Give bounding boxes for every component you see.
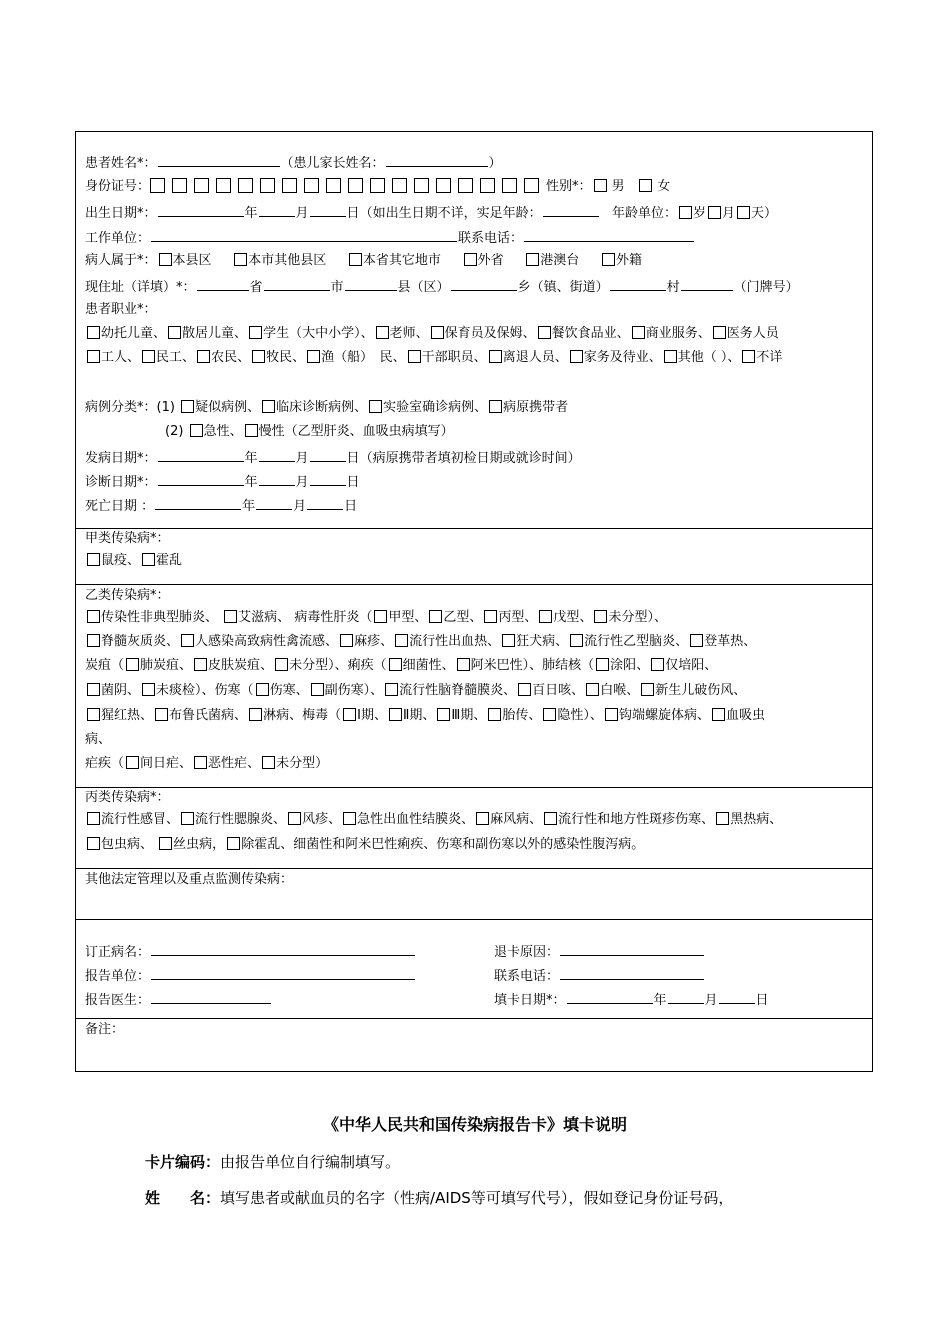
- occupation-row-2: 工人、 民工、 农民、 牧民、 渔（船） 民、 干部职员、 离退人员、 家务及待业、 其他（ ）、 不详: [85, 349, 782, 367]
- work-unit-field[interactable]: [151, 228, 457, 242]
- patient-name-row: 患者姓名*： （患儿家长姓名： ）: [85, 153, 502, 171]
- id-digit-box[interactable]: [304, 178, 319, 193]
- option-checkbox[interactable]: [713, 326, 726, 339]
- option-checkbox[interactable]: [262, 756, 275, 769]
- id-digit-box[interactable]: [392, 178, 407, 193]
- option-checkbox[interactable]: [311, 683, 324, 696]
- option-label: 流行性腮腺炎: [195, 812, 274, 827]
- option-checkbox[interactable]: [245, 424, 258, 437]
- option-checkbox[interactable]: [343, 708, 356, 721]
- id-digit-box[interactable]: [370, 178, 385, 193]
- option-checkbox[interactable]: [181, 812, 194, 825]
- card-code-instruction: 卡片编码：由报告单位自行编制填写。: [145, 1153, 401, 1171]
- option-label: 人感染高致病性禽流感: [195, 634, 326, 649]
- option-label: 流行性乙型脑炎: [584, 634, 676, 649]
- option-label: Ⅰ期: [357, 708, 374, 723]
- county-field[interactable]: [345, 277, 397, 291]
- option-checkbox[interactable]: [87, 683, 100, 696]
- option-label: 皮肤炭疽: [208, 658, 261, 673]
- belong-label: 病人属于*：: [85, 253, 157, 268]
- option-checkbox[interactable]: [87, 553, 100, 566]
- option-label: 牧民: [266, 350, 293, 365]
- option-label: 未分型: [289, 658, 329, 673]
- option-label: 胎传: [502, 708, 529, 723]
- option-checkbox[interactable]: [194, 658, 207, 671]
- option-checkbox[interactable]: [489, 400, 502, 413]
- option-checkbox[interactable]: [262, 400, 275, 413]
- birth-date-label: 出生日期*：: [85, 206, 157, 221]
- option-checkbox[interactable]: [586, 683, 599, 696]
- option-checkbox[interactable]: [570, 634, 583, 647]
- option-label: 实验室确诊病例: [383, 400, 475, 415]
- remarks-label: 备注：: [85, 1022, 125, 1037]
- option-checkbox[interactable]: [632, 326, 645, 339]
- option-label: 病原携带者: [503, 400, 569, 415]
- option-checkbox[interactable]: [159, 837, 172, 850]
- phone-field[interactable]: [524, 228, 694, 242]
- option-label: 流行性感冒: [101, 812, 167, 827]
- patient-name-label: 患者姓名*：: [85, 156, 157, 171]
- option-checkbox[interactable]: [168, 326, 181, 339]
- option-label: Ⅱ期: [402, 708, 423, 723]
- case-class-row-2: (2) 急性、 慢性（乙型肝炎、血吸虫病填写）: [165, 424, 454, 439]
- patient-name-field[interactable]: [158, 153, 280, 167]
- option-label: 细菌性: [402, 658, 442, 673]
- other-diseases-label: 其他法定管理以及重点监测传染病：: [85, 872, 294, 887]
- class-c-label: 丙类传染病*：: [85, 790, 170, 805]
- option-label: 副伤寒: [324, 683, 364, 698]
- class-b-row-5: 猩红热、 布鲁氏菌病、 淋病、梅毒（ Ⅰ期、 Ⅱ期、 Ⅲ期、 胎传、 隐性）、 钩端螺旋体病、 血吸虫: [85, 707, 765, 725]
- option-checkbox[interactable]: [389, 708, 402, 721]
- id-digit-box[interactable]: [238, 178, 253, 193]
- option-checkbox[interactable]: [605, 708, 618, 721]
- name-instruction-label: 姓 名：: [145, 1189, 221, 1207]
- option-checkbox[interactable]: [126, 756, 139, 769]
- option-label: 恶性疟: [208, 756, 248, 771]
- class-c-section: [76, 788, 872, 869]
- option-label: 离退人员: [502, 350, 555, 365]
- remarks-section: [76, 1019, 872, 1071]
- report-unit-label: 报告单位：: [85, 969, 151, 984]
- option-label: 流行性和地方性斑疹伤寒: [558, 812, 702, 827]
- id-digit-box[interactable]: [458, 178, 473, 193]
- village-field[interactable]: [610, 277, 666, 291]
- case-class-label: 病例分类*：: [85, 400, 157, 415]
- city-field[interactable]: [264, 277, 330, 291]
- work-unit-label: 工作单位：: [85, 231, 151, 246]
- option-label: 百日咳: [532, 683, 572, 698]
- id-number-boxes[interactable]: [150, 179, 546, 194]
- option-checkbox[interactable]: [431, 326, 444, 339]
- id-digit-box[interactable]: [150, 178, 165, 193]
- class-b-row-7: 疟疾（ 间日疟、 恶性疟、 未分型）: [85, 756, 329, 771]
- death-year-field[interactable]: [155, 496, 241, 510]
- town-field[interactable]: [451, 277, 517, 291]
- card-code-label: 卡片编码：: [145, 1153, 221, 1171]
- instructions-title: 《中华人民共和国传染病报告卡》填卡说明: [322, 1115, 627, 1134]
- id-digit-box[interactable]: [480, 178, 495, 193]
- option-checkbox[interactable]: [155, 708, 168, 721]
- option-label: 不详: [756, 350, 783, 365]
- option-label: 新生儿破伤风: [655, 683, 734, 698]
- option-checkbox[interactable]: [256, 683, 269, 696]
- option-checkbox[interactable]: [181, 634, 194, 647]
- option-checkbox[interactable]: [385, 683, 398, 696]
- option-checkbox[interactable]: [142, 350, 155, 363]
- option-label: 菌阴: [101, 683, 128, 698]
- option-label: 伤寒: [269, 683, 296, 698]
- address-row: 现住址（详填）*： 省 市 县（区） 乡（镇、街道） 村 （门牌号）: [85, 277, 799, 295]
- case-class-options-2: 急性、 慢性: [188, 424, 285, 439]
- option-label: 登革热: [704, 634, 744, 649]
- option-checkbox[interactable]: [570, 350, 583, 363]
- option-checkbox[interactable]: [249, 708, 262, 721]
- option-label: 隐性: [557, 708, 584, 723]
- birth-row: 出生日期*： 年 月 日（如出生日期不详，实足年龄： 年龄单位： 岁 月 天）: [85, 203, 777, 221]
- option-checkbox[interactable]: [87, 634, 100, 647]
- class-a-label: 甲类传染病*：: [85, 531, 170, 546]
- option-label: 猩红热: [101, 708, 141, 723]
- class-a-options: 鼠疫、 霍乱: [85, 552, 182, 570]
- case-class-options-1: 疑似病例、 临床诊断病例、 实验室确诊病例、 病原携带者: [179, 400, 568, 415]
- option-label: 未分型: [608, 610, 648, 625]
- option-checkbox[interactable]: [539, 610, 552, 623]
- onset-date-row: 发病日期*： 年 月 日（病原携带者填初检日期或就诊时间）: [85, 448, 581, 466]
- house-number-field[interactable]: [681, 277, 733, 291]
- class-b-section: 乙类传染病*： 传染性非典型肺炎、 艾滋病、 病毒性肝炎（ 甲型、 乙型、 丙型、 戊型、 未分型）、 脊髓灰质炎、 人感染高致病性禽流感、 麻疹、 流行性出血热、 狂犬病、 流行性乙型脑炎、 登革热、 炭疽（ 肺炭疽、 皮肤炭疽、 未分型）、痢疾（ 细菌性、 阿米巴性）、肺结核（ 涂阳、 仅培阳、 菌阴、 未痰检）、伤寒（ 伤寒、 副伤寒）、 流行性脑脊髓膜炎、 百日咳、 白喉、 新生儿破伤风、 猩红热、 布鲁氏菌病、 淋病、梅毒（ Ⅰ期、 Ⅱ期、 Ⅲ期、 胎传、 隐性）、 钩端螺旋体病、 血吸虫 病、 疟疾（ 间日疟、 恶性疟、 未分型）: [76, 585, 872, 788]
- option-checkbox[interactable]: [594, 610, 607, 623]
- diag-day-field[interactable]: [310, 472, 346, 486]
- option-checkbox[interactable]: [484, 610, 497, 623]
- id-digit-box[interactable]: [326, 178, 341, 193]
- option-checkbox[interactable]: [87, 610, 100, 623]
- option-label: 麻风病: [490, 812, 530, 827]
- option-checkbox[interactable]: [742, 350, 755, 363]
- option-label: 农民: [211, 350, 238, 365]
- option-label: 慢性: [258, 424, 285, 439]
- option-checkbox[interactable]: [489, 350, 502, 363]
- report-section: [76, 920, 872, 1019]
- option-label: 戊型: [553, 610, 580, 625]
- option-label: 黑热病: [730, 812, 770, 827]
- option-label: 霍乱: [156, 553, 183, 568]
- option-label: 白喉: [600, 683, 627, 698]
- corrected-name-row: [85, 942, 416, 960]
- fill-year-field[interactable]: [567, 990, 653, 1004]
- option-checkbox[interactable]: [252, 350, 265, 363]
- option-checkbox[interactable]: [476, 812, 489, 825]
- report-doctor-field[interactable]: [151, 990, 271, 1004]
- option-checkbox[interactable]: [275, 658, 288, 671]
- option-label: 肺炭疽: [140, 658, 180, 673]
- option-label: 渔（船） 民: [321, 350, 393, 365]
- parent-name-label: （患儿家长姓名：: [280, 156, 385, 171]
- option-label: 散居儿童: [182, 326, 235, 341]
- option-checkbox[interactable]: [641, 683, 654, 696]
- option-label: 餐饮食品业: [551, 326, 617, 341]
- return-reason-row: [494, 942, 705, 960]
- option-checkbox[interactable]: [340, 634, 353, 647]
- option-label: 商业服务: [645, 326, 698, 341]
- option-checkbox[interactable]: [307, 350, 320, 363]
- name-instruction: 姓 名：填写患者或献血员的名字（性病/AIDS等可填写代号），假如登记身份证号码，: [145, 1189, 734, 1207]
- option-checkbox[interactable]: [142, 553, 155, 566]
- option-checkbox[interactable]: [376, 326, 389, 339]
- option-label: 甲型: [388, 610, 415, 625]
- fill-date-row: 填卡日期*： 年 月 日: [494, 990, 769, 1008]
- option-checkbox[interactable]: [395, 634, 408, 647]
- report-phone-row: [494, 966, 705, 984]
- option-label: 幼托儿童: [101, 326, 154, 341]
- work-row: [85, 228, 695, 246]
- option-label: 麻疹: [354, 634, 381, 649]
- id-digit-box[interactable]: [502, 178, 517, 193]
- option-label: 急性出血性结膜炎: [357, 812, 462, 827]
- option-checkbox[interactable]: [488, 708, 501, 721]
- option-label: 丙型: [498, 610, 525, 625]
- option-label: 疑似病例: [195, 400, 248, 415]
- belong-checkbox[interactable]: [349, 253, 362, 266]
- class-b-label: 乙类传染病*：: [85, 588, 170, 603]
- option-checkbox[interactable]: [538, 326, 551, 339]
- id-digit-box[interactable]: [282, 178, 297, 193]
- option-checkbox[interactable]: [408, 350, 421, 363]
- onset-month-field[interactable]: [259, 448, 295, 462]
- id-digit-box[interactable]: [194, 178, 209, 193]
- phone-label: 联系电话：: [458, 231, 524, 246]
- option-checkbox[interactable]: [457, 658, 470, 671]
- id-digit-box[interactable]: [436, 178, 451, 193]
- option-checkbox[interactable]: [690, 634, 703, 647]
- option-checkbox[interactable]: [224, 610, 237, 623]
- option-checkbox[interactable]: [518, 683, 531, 696]
- option-label: 干部职员: [421, 350, 474, 365]
- option-label: 风疹: [302, 812, 329, 827]
- option-checkbox[interactable]: [87, 812, 100, 825]
- option-checkbox[interactable]: [142, 683, 155, 696]
- belong-checkbox[interactable]: [602, 253, 615, 266]
- fill-month-field[interactable]: [668, 990, 704, 1004]
- option-label: 阿米巴性: [470, 658, 523, 673]
- option-label: 血吸虫: [725, 708, 765, 723]
- option-checkbox[interactable]: [596, 658, 609, 671]
- class-b-row-2: 脊髓灰质炎、 人感染高致病性禽流感、 麻疹、 流行性出血热、 狂犬病、 流行性乙型脑炎、 登革热、: [85, 633, 756, 651]
- class-b-row-1: 传染性非典型肺炎、 艾滋病、 病毒性肝炎（ 甲型、 乙型、 丙型、 戊型、 未分型）、: [85, 609, 667, 627]
- option-label: 乙型: [443, 610, 470, 625]
- option-label: Ⅲ期: [451, 708, 474, 723]
- option-label: 医务人员: [726, 326, 779, 341]
- option-label: 钩端螺旋体病: [618, 708, 697, 723]
- class-b-row-4: 菌阴、 未痰检）、伤寒（ 伤寒、 副伤寒）、 流行性脑脊髓膜炎、 百日咳、 白喉、 新生儿破伤风、: [85, 682, 746, 700]
- option-label: 淋病: [263, 708, 290, 723]
- id-digit-box[interactable]: [216, 178, 231, 193]
- id-digit-box[interactable]: [172, 178, 187, 193]
- report-doctor-row: [85, 990, 272, 1008]
- id-digit-box[interactable]: [348, 178, 363, 193]
- report-phone-label: 联系电话：: [494, 969, 560, 984]
- option-checkbox[interactable]: [288, 812, 301, 825]
- diagnosis-date-row: 诊断日期*： 年 月 日: [85, 472, 360, 490]
- belong-checkbox[interactable]: [234, 253, 247, 266]
- option-checkbox[interactable]: [664, 350, 677, 363]
- class-a-section: [76, 529, 872, 585]
- occupation-row-1: 幼托儿童、 散居儿童、 学生（大中小学）、 老师、 保育员及保姆、 餐饮食品业、 商业服务、 医务人员: [85, 325, 779, 343]
- sex-label: 性别*：: [546, 179, 592, 194]
- option-checkbox[interactable]: [502, 634, 515, 647]
- diagnosis-date-label: 诊断日期*：: [85, 475, 157, 490]
- option-label: 流行性脑脊髓膜炎: [399, 683, 504, 698]
- option-label: 民工: [156, 350, 183, 365]
- option-checkbox[interactable]: [87, 708, 100, 721]
- death-day-field[interactable]: [307, 496, 343, 510]
- option-checkbox[interactable]: [343, 812, 356, 825]
- belong-row: [85, 252, 663, 270]
- belong-options: 本县区 本市其他县区 本省其它地市 外省 港澳台 外籍: [157, 253, 663, 268]
- patient-info-section: [76, 132, 872, 529]
- option-label: 临床诊断病例: [276, 400, 355, 415]
- diag-year-field[interactable]: [158, 472, 244, 486]
- option-checkbox[interactable]: [126, 658, 139, 671]
- report-phone-field[interactable]: [560, 966, 704, 980]
- option-checkbox[interactable]: [716, 812, 729, 825]
- id-digit-box[interactable]: [260, 178, 275, 193]
- option-label: 涂阳: [610, 658, 637, 673]
- option-checkbox[interactable]: [429, 610, 442, 623]
- option-checkbox[interactable]: [227, 837, 240, 850]
- option-checkbox[interactable]: [87, 837, 100, 850]
- report-unit-field[interactable]: [151, 966, 415, 980]
- option-label: 工人: [101, 350, 128, 365]
- option-checkbox[interactable]: [543, 708, 556, 721]
- age-field[interactable]: [543, 203, 599, 217]
- option-label: 布鲁氏菌病: [169, 708, 235, 723]
- option-label: 家务及待业: [583, 350, 649, 365]
- fill-day-field[interactable]: [719, 990, 755, 1004]
- option-label: 未分型: [276, 756, 316, 771]
- report-card-form: [75, 131, 873, 1072]
- class-b-row-3: 炭疽（ 肺炭疽、 皮肤炭疽、 未分型）、痢疾（ 细菌性、 阿米巴性）、肺结核（ 涂阳、 仅培阳、: [85, 658, 718, 673]
- fill-date-label: 填卡日期*：: [494, 993, 566, 1008]
- death-month-field[interactable]: [256, 496, 292, 510]
- option-checkbox[interactable]: [197, 350, 210, 363]
- belong-checkbox[interactable]: [526, 253, 539, 266]
- option-label: 其他（ ）: [677, 350, 728, 365]
- option-checkbox[interactable]: [389, 658, 402, 671]
- report-unit-row: [85, 966, 416, 984]
- option-label: 脊髓灰质炎: [101, 634, 167, 649]
- onset-year-field[interactable]: [158, 448, 244, 462]
- id-digit-box[interactable]: [414, 178, 429, 193]
- address-label: 现住址（详填）*：: [85, 280, 196, 295]
- age-unit-checkbox[interactable]: [679, 206, 692, 219]
- return-reason-label: 退卡原因：: [494, 945, 560, 960]
- option-checkbox[interactable]: [544, 812, 557, 825]
- option-label: 间日疟: [140, 756, 180, 771]
- option-label: 保育员及保姆: [444, 326, 523, 341]
- birth-year-field[interactable]: [158, 203, 244, 217]
- option-checkbox[interactable]: [249, 326, 262, 339]
- id-digit-box[interactable]: [524, 178, 539, 193]
- option-label: 仅培阳: [665, 658, 705, 673]
- option-checkbox[interactable]: [190, 424, 203, 437]
- case-class-row-1: 病例分类*：(1) 疑似病例、 临床诊断病例、 实验室确诊病例、 病原携带者: [85, 400, 569, 415]
- return-reason-field[interactable]: [560, 942, 704, 956]
- option-label: 学生（大中小学）: [263, 326, 361, 341]
- option-checkbox[interactable]: [194, 756, 207, 769]
- diag-month-field[interactable]: [259, 472, 295, 486]
- class-c-row-2: 包虫病、 丝虫病， 除霍乱、细菌性和阿米巴性痢疾、伤寒和副伤寒以外的感染性腹泻病。: [85, 836, 644, 854]
- female-checkbox[interactable]: [639, 179, 652, 192]
- corrected-name-label: 订正病名：: [85, 945, 151, 960]
- option-checkbox[interactable]: [369, 400, 382, 413]
- male-checkbox[interactable]: [594, 179, 607, 192]
- option-checkbox[interactable]: [87, 326, 100, 339]
- option-checkbox[interactable]: [651, 658, 664, 671]
- belong-checkbox[interactable]: [159, 253, 172, 266]
- other-diseases-section: [76, 869, 872, 920]
- option-label: 急性: [203, 424, 230, 439]
- death-date-row: 死亡日期 ： 年 月 日: [85, 496, 357, 514]
- id-row: 身份证号： 性别*： 男 女: [85, 179, 671, 194]
- province-field[interactable]: [197, 277, 249, 291]
- report-doctor-label: 报告医生：: [85, 993, 151, 1008]
- option-checkbox[interactable]: [437, 708, 450, 721]
- age-unit-checkbox[interactable]: [737, 206, 750, 219]
- corrected-name-field[interactable]: [151, 942, 415, 956]
- option-checkbox[interactable]: [87, 350, 100, 363]
- option-label: 老师: [389, 326, 416, 341]
- parent-name-field[interactable]: [386, 153, 488, 167]
- class-c-row-1: 流行性感冒、 流行性腮腺炎、 风疹、 急性出血性结膜炎、 麻风病、 流行性和地方性斑疹伤寒、 黑热病、: [85, 811, 782, 829]
- option-label: 未痰检: [156, 683, 196, 698]
- onset-date-label: 发病日期*：: [85, 451, 157, 466]
- option-label: 流行性出血热: [409, 634, 488, 649]
- option-checkbox[interactable]: [181, 400, 194, 413]
- birth-day-field[interactable]: [310, 203, 346, 217]
- age-unit-checkbox[interactable]: [708, 206, 721, 219]
- id-label: 身份证号：: [85, 179, 151, 194]
- option-label: 鼠疫: [101, 553, 128, 568]
- occupation-label: 患者职业*：: [85, 302, 157, 317]
- option-checkbox[interactable]: [712, 708, 725, 721]
- belong-checkbox[interactable]: [464, 253, 477, 266]
- option-checkbox[interactable]: [374, 610, 387, 623]
- occupation-label-row: [85, 301, 157, 319]
- death-date-label: 死亡日期 ：: [85, 499, 155, 514]
- option-label: 狂犬病: [516, 634, 556, 649]
- onset-day-field[interactable]: [310, 448, 346, 462]
- birth-month-field[interactable]: [259, 203, 295, 217]
